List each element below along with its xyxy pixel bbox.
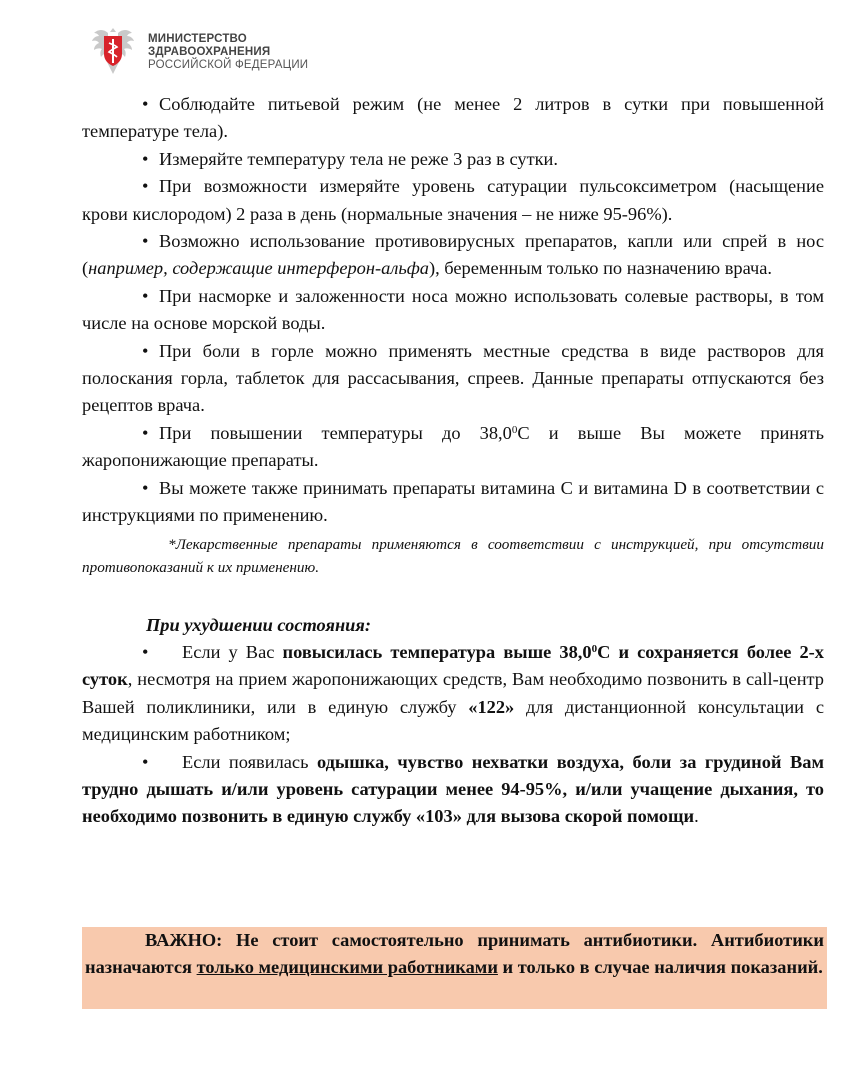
bullet-saturation: • При возможности измеряйте уровень сатурации пульсоксиметром (насыщение крови кислородом) 2 раза в день (нормальные значения – не ниже 95-96%). <box>82 173 824 228</box>
bullet-antipyretic: • При повышении температуры до 38,0$^0$С и выше Вы можете принять жаропонижающие препараты. <box>82 420 824 475</box>
bullet-antiviral: • Возможно использование противовирусных препаратов, капли или спрей в нос (например, содержащие интерферон-альфа), беременным только по назначению врача. <box>82 228 824 283</box>
medication-note: *Лекарственные препараты применяются в соответствии с инструкцией, при отсутствии противопоказаний к их применению. <box>82 535 824 576</box>
bullet-icon: • <box>142 641 149 662</box>
antibiotics-warning-text: ВАЖНО: Не стоит самостоятельно принимать антибиотики. Антибиотики назначаются только медицинскими работниками и только в случае наличия показаний. <box>85 930 824 978</box>
bullet-temperature: • Измеряйте температуру тела не реже 3 раз в сутки. <box>82 146 824 173</box>
bullet-vitamins: • Вы можете также принимать препараты витамина С и витамина D в соответствии с инструкциями по применению. <box>82 475 824 530</box>
header <box>86 24 308 80</box>
ministry-name <box>148 33 308 72</box>
antibiotics-warning-box <box>82 927 827 1009</box>
underlined-phrase: только медицинскими работниками <box>196 957 498 978</box>
bullet-icon: • <box>142 148 149 169</box>
bullet-icon: • <box>142 477 149 498</box>
bullet-icon: • <box>142 422 149 443</box>
ministry-line-3: РОССИЙСКОЙ ФЕДЕРАЦИИ <box>148 58 309 71</box>
bullet-icon: • <box>142 94 149 114</box>
worsening-item-breathing: • Если появилась одышка, чувство нехватки воздуха, боли за грудиной Вам трудно дышать и/или уровень сатурации менее 94-95%, и/или учащение дыхания, то необходимо позвонить в единую службу «103» для вызова скорой помощи. <box>82 749 824 831</box>
ministry-line-1: МИНИСТЕРСТВО <box>148 32 247 45</box>
worsening-heading: При ухудшении состояния: <box>146 614 372 635</box>
document-body <box>82 91 824 831</box>
ministry-line-2: ЗДРАВООХРАНЕНИЯ <box>148 45 271 58</box>
bullet-icon: • <box>142 751 149 772</box>
bullet-icon: • <box>142 176 149 197</box>
bullet-icon: • <box>142 231 149 252</box>
bullet-water: • Соблюдайте питьевой режим (не менее 2 литров в сутки при повышенной температуре тела). <box>82 91 824 146</box>
bullet-throat: • При боли в горле можно применять местные средства в виде растворов для полоскания горла, таблеток для рассасывания, спреев. Данные препараты отпускаются без рецептов врача. <box>82 338 824 420</box>
bullet-icon: • <box>142 340 149 361</box>
eagle-emblem-icon <box>86 24 140 80</box>
bullet-saline: • При насморке и заложенности носа можно использовать солевые растворы, в том числе на основе морской воды. <box>82 283 824 338</box>
bullet-icon: • <box>142 285 149 306</box>
worsening-item-fever: • Если у Вас повысилась температура выше 38,0$^0$С и сохраняется более 2-х суток, несмотря на прием жаропонижающих средств, Вам необходимо позвонить в call-центр Вашей поликлиники, или в единую службу «122» для дистанционной консультации с медицинским работником; <box>82 639 824 749</box>
